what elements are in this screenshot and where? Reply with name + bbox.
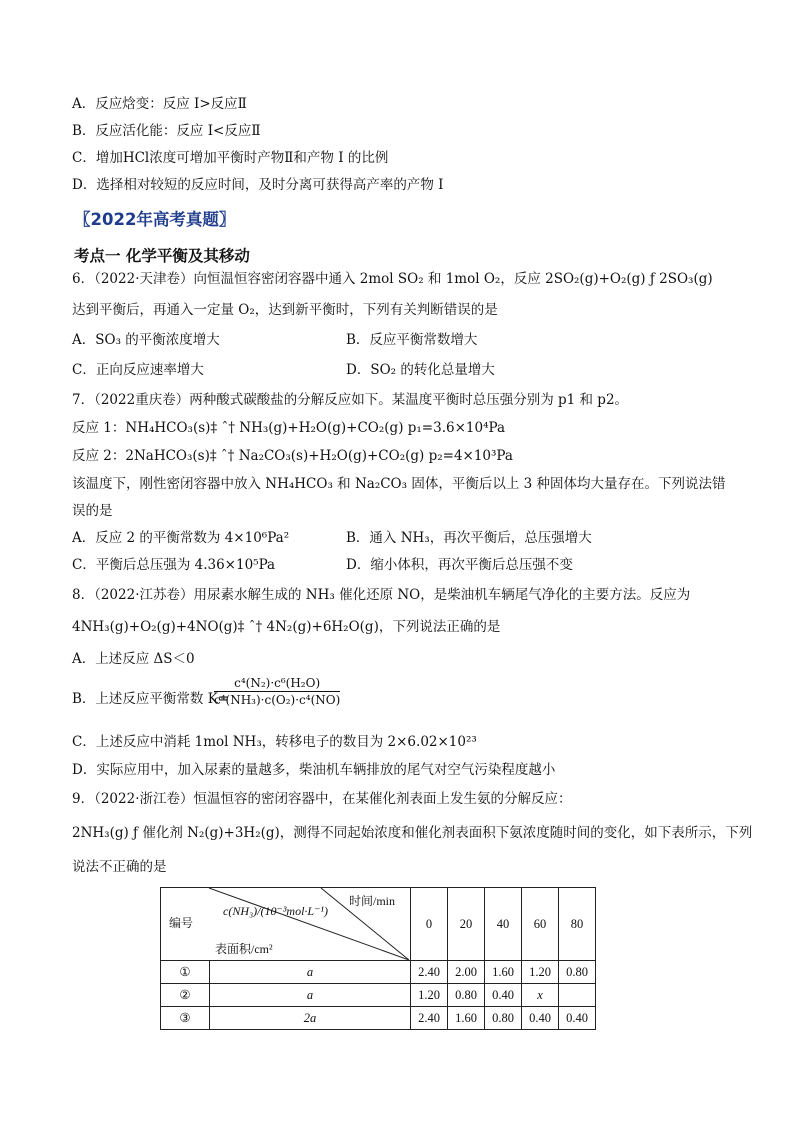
header-concentration: c(NH₃)/(10⁻³mol·L⁻¹) <box>223 904 329 918</box>
q6-option-d: D．SO₂ 的转化总量增大 <box>346 362 495 378</box>
q7-reaction-2: 反应 2：2NaHCO₃(s)‡ ˆ† Na₂CO₃(s)+H₂O(g)+CO₂(g) p₂=4×10³Pa <box>72 448 513 464</box>
time-header-60: 60 <box>522 888 559 961</box>
time-header-0: 0 <box>411 888 448 961</box>
row-area: 2a <box>210 1007 411 1030</box>
q6-stem-line1: 6．（2022·天津卷）向恒温恒容密闭容器中通入 2mol SO₂ 和 1mol O₂，反应 2SO₂(g)+O₂(g) ƒ 2SO₃(g) <box>72 271 713 287</box>
row-id: ② <box>161 984 210 1007</box>
header-number: 编号 <box>169 916 194 930</box>
table-cell: 2.40 <box>411 961 448 984</box>
q8-option-c: C．上述反应中消耗 1mol NH₃，转移电子的数目为 2×6.02×10²³ <box>72 734 477 750</box>
header-surface-area: 表面积/cm² <box>215 942 273 956</box>
table-cell: 0.80 <box>559 961 596 984</box>
table-row <box>161 961 596 984</box>
q7-option-c: C．平衡后总压强为 4.36×10⁵Pa <box>72 557 276 573</box>
header-time: 时间/min <box>349 894 396 908</box>
q6-option-a: A．SO₃ 的平衡浓度增大 <box>72 332 220 348</box>
table-cell: 1.60 <box>448 1007 485 1030</box>
q9-stem-line2: 2NH₃(g) ƒ 催化剂 N₂(g)+3H₂(g)，测得不同起始浓度和催化剂表面积下氨浓度随时间的变化，如下表所示，下列 <box>72 825 753 841</box>
q9-stem-line1: 9．（2022·浙江卷）恒温恒容的密闭容器中，在某催化剂表面上发生氨的分解反应： <box>72 791 572 807</box>
time-header-80: 80 <box>559 888 596 961</box>
table-cell: 1.20 <box>522 961 559 984</box>
q5-option-c: C．增加HCl浓度可增加平衡时产物Ⅱ和产物 I 的比例 <box>72 150 389 166</box>
table-cell: 0.40 <box>485 984 522 1007</box>
row-id: ① <box>161 961 210 984</box>
table-cell: 0.80 <box>448 984 485 1007</box>
table-cell <box>559 984 596 1007</box>
table-row <box>161 1007 596 1030</box>
fraction-denominator: c⁴(NH₃)·c(O₂)·c⁴(NO) <box>214 693 341 707</box>
table-cell: 0.40 <box>559 1007 596 1030</box>
q8-stem-line2: 4NH₃(g)+O₂(g)+4NO(g)‡ ˆ† 4N₂(g)+6H₂O(g)，下列说法正确的是 <box>72 619 501 635</box>
time-header-40: 40 <box>485 888 522 961</box>
q7-option-b: B．通入 NH₃，再次平衡后，总压强增大 <box>346 530 592 546</box>
table-cell: 0.80 <box>485 1007 522 1030</box>
q8-option-a: A．上述反应 ΔS＜0 <box>72 651 195 667</box>
table-cell: x <box>522 984 559 1007</box>
q7-option-a: A．反应 2 的平衡常数为 4×10⁶Pa² <box>72 530 290 546</box>
q7-stem-line1: 7．（2022重庆卷）两种酸式碳酸盐的分解反应如下。某温度平衡时总压强分别为 p1 和 p2。 <box>72 392 629 408</box>
diagonal-header-cell <box>161 888 411 961</box>
q7-reaction-1: 反应 1：NH₄HCO₃(s)‡ ˆ† NH₃(g)+H₂O(g)+CO₂(g) p₁=3.6×10⁴Pa <box>72 420 506 436</box>
section-title: 〖2022年高考真题〗 <box>74 210 236 229</box>
row-area: a <box>210 984 411 1007</box>
table-cell: 0.40 <box>522 1007 559 1030</box>
q7-stem-line4: 该温度下，刚性密闭容器中放入 NH₄HCO₃ 和 Na₂CO₃ 固体，平衡后以上 3 种固体均大量存在。下列说法错 <box>72 476 726 492</box>
table-row <box>161 984 596 1007</box>
table-cell: 1.20 <box>411 984 448 1007</box>
q5-option-b: B．反应活化能：反应 I<反应Ⅱ <box>72 123 261 139</box>
q7-stem-line5: 误的是 <box>72 503 113 519</box>
q6-option-b: B．反应平衡常数增大 <box>346 332 478 348</box>
q5-option-a: A．反应焓变：反应 I>反应Ⅱ <box>72 96 247 112</box>
q7-option-d: D．缩小体积，再次平衡后总压强不变 <box>346 557 573 573</box>
q6-stem-line2: 达到平衡后，再通入一定量 O₂，达到新平衡时，下列有关判断错误的是 <box>72 302 498 318</box>
topic-title: 考点一 化学平衡及其移动 <box>74 247 250 265</box>
ammonia-concentration-table <box>160 887 596 1030</box>
q6-option-c: C．正向反应速率增大 <box>72 362 204 378</box>
q8-option-d: D．实际应用中，加入尿素的量越多，柴油机车辆排放的尾气对空气污染程度越小 <box>72 762 556 778</box>
q9-stem-line3: 说法不正确的是 <box>72 859 167 875</box>
q8-equilibrium-fraction <box>214 676 340 707</box>
row-id: ③ <box>161 1007 210 1030</box>
q8-stem-line1: 8．（2022·江苏卷）用尿素水解生成的 NH₃ 催化还原 NO，是柴油机车辆尾气净化的主要方法。反应为 <box>72 587 691 603</box>
q5-option-d: D．选择相对较短的反应时间，及时分离可获得高产率的产物 I <box>72 177 444 193</box>
table-cell: 2.00 <box>448 961 485 984</box>
table-header-row <box>161 888 596 961</box>
table-cell: 2.40 <box>411 1007 448 1030</box>
time-header-20: 20 <box>448 888 485 961</box>
table-cell: 1.60 <box>485 961 522 984</box>
fraction-numerator: c⁴(N₂)·c⁶(H₂O) <box>214 676 340 692</box>
q8-option-b-label: B．上述反应平衡常数 K= <box>72 691 230 707</box>
row-area: a <box>210 961 411 984</box>
